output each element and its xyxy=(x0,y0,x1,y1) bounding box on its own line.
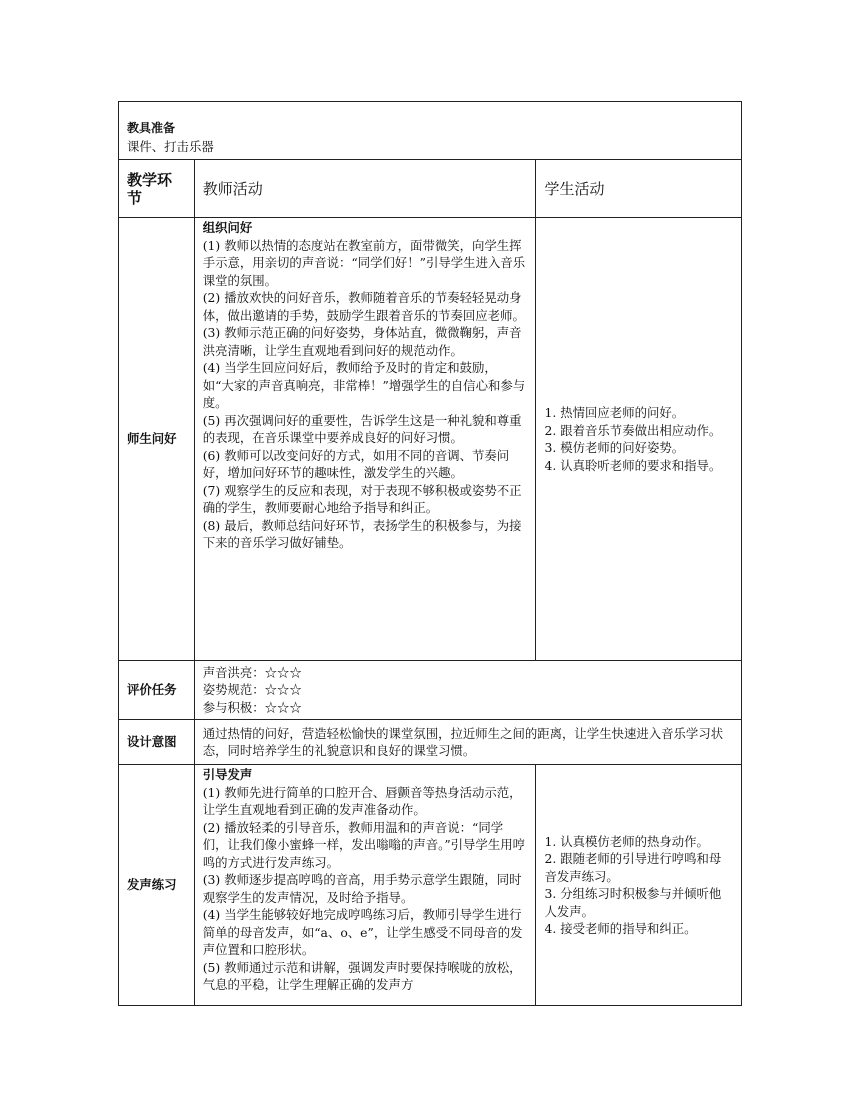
design-row xyxy=(119,720,742,765)
evaluation-item: 声音洪亮：☆☆☆ xyxy=(202,664,302,680)
greeting-teacher-item: (7) 观察学生的反应和表现，对于表现不够积极或姿势不正确的学生，教师要耐心地给予指导和纠正。 xyxy=(202,482,522,515)
header-student: 学生活动 xyxy=(536,160,742,218)
vocal-teacher-item: (2) 播放轻柔的引导音乐，教师用温和的声音说：“同学们，让我们像小蜜蜂一样，发出嗡嗡的声音。”引导学生用哼鸣的方式进行发声练习。 xyxy=(202,819,525,870)
greeting-stage: 师生问好 xyxy=(119,218,195,661)
evaluation-cell xyxy=(194,661,741,720)
greeting-student-cell xyxy=(536,218,742,661)
header-row xyxy=(119,160,742,218)
vocal-student-item: 4. 接受老师的指导和纠正。 xyxy=(544,921,697,936)
greeting-student-item: 4. 认真聆听老师的要求和指导。 xyxy=(544,457,722,473)
greeting-row xyxy=(119,218,742,661)
vocal-teacher-item: (1) 教师先进行简单的口腔开合、唇颤音等热身活动示范，让学生直观地看到正确的发声准备动作。 xyxy=(202,784,522,817)
header-teacher: 教师活动 xyxy=(194,160,536,218)
evaluation-row xyxy=(119,661,742,720)
design-content: 通过热情的问好，营造轻松愉快的课堂氛围，拉近师生之间的距离，让学生快速进入音乐学习状态，同时培养学生的礼貌意识和良好的课堂习惯。 xyxy=(194,720,741,765)
prep-content: 课件、打击乐器 xyxy=(127,138,214,154)
vocal-student-item: 2. 跟随老师的引导进行哼鸣和母音发声练习。 xyxy=(544,851,722,884)
prep-title: 教具准备 xyxy=(127,121,176,135)
vocal-student-item: 3. 分组练习时积极参与并倾听他人发声。 xyxy=(544,886,722,919)
header-stage: 教学环节 xyxy=(119,160,195,218)
greeting-student-item: 2. 跟着音乐节奏做出相应动作。 xyxy=(544,422,722,438)
greeting-teacher-item: (4) 当学生回应问好后，教师给予及时的肯定和鼓励，如“大家的声音真响亮，非常棒！”增强学生的自信心和参与度。 xyxy=(202,360,526,410)
vocal-teacher-item: (4) 当学生能够较好地完成哼鸣练习后，教师引导学生进行简单的母音发声，如“a、o、e”，让学生感受不同母音的发声位置和口腔形状。 xyxy=(202,907,523,957)
vocal-title: 引导发声 xyxy=(202,767,253,782)
greeting-student-item: 3. 模仿老师的问好姿势。 xyxy=(544,440,685,455)
greeting-teacher-cell xyxy=(194,218,536,661)
vocal-student-cell xyxy=(536,765,742,1006)
greeting-teacher-item: (2) 播放欢快的问好音乐，教师随着音乐的节奏轻轻晃动身体，做出邀请的手势，鼓励学生跟着音乐的节奏回应老师。 xyxy=(202,290,525,323)
prep-cell xyxy=(119,102,742,160)
vocal-teacher-item: (3) 教师逐步提高哼鸣的音高，用手势示意学生跟随，同时观察学生的发声情况，及时给予指导。 xyxy=(202,872,522,905)
greeting-teacher-item: (5) 再次强调问好的重要性，告诉学生这是一种礼貌和尊重的表现，在音乐课堂中要养成良好的问好习惯。 xyxy=(202,412,522,445)
vocal-teacher-cell xyxy=(194,765,536,1006)
greeting-teacher-item: (1) 教师以热情的态度站在教室前方，面带微笑，向学生挥手示意，用亲切的声音说：“同学们好！”引导学生进入音乐课堂的氛围。 xyxy=(202,237,526,288)
vocal-stage: 发声练习 xyxy=(119,765,195,1006)
greeting-title: 组织问好 xyxy=(202,220,253,235)
evaluation-item: 参与积极：☆☆☆ xyxy=(202,699,302,715)
prep-row xyxy=(119,102,742,160)
vocal-teacher-item: (5) 教师通过示范和讲解，强调发声时要保持喉咙的放松，气息的平稳，让学生理解正确的发声方 xyxy=(202,959,522,992)
vocal-student-item: 1. 认真模仿老师的热身动作。 xyxy=(544,833,709,849)
vocal-row xyxy=(119,765,742,1006)
design-stage: 设计意图 xyxy=(119,720,195,765)
evaluation-stage: 评价任务 xyxy=(119,661,195,720)
greeting-teacher-item: (8) 最后，教师总结问好环节，表扬学生的积极参与，为接下来的音乐学习做好铺垫。 xyxy=(202,517,522,550)
lesson-plan-table xyxy=(118,101,742,1006)
greeting-student-item: 1. 热情回应老师的问好。 xyxy=(544,405,685,420)
greeting-teacher-item: (6) 教师可以改变问好的方式，如用不同的音调、节奏问好，增加问好环节的趣味性，激发学生的兴趣。 xyxy=(202,447,510,480)
greeting-teacher-item: (3) 教师示范正确的问好姿势，身体站直，微微鞠躬，声音洪亮清晰，让学生直观地看到问好的规范动作。 xyxy=(202,325,522,358)
evaluation-item: 姿势规范：☆☆☆ xyxy=(202,682,302,698)
